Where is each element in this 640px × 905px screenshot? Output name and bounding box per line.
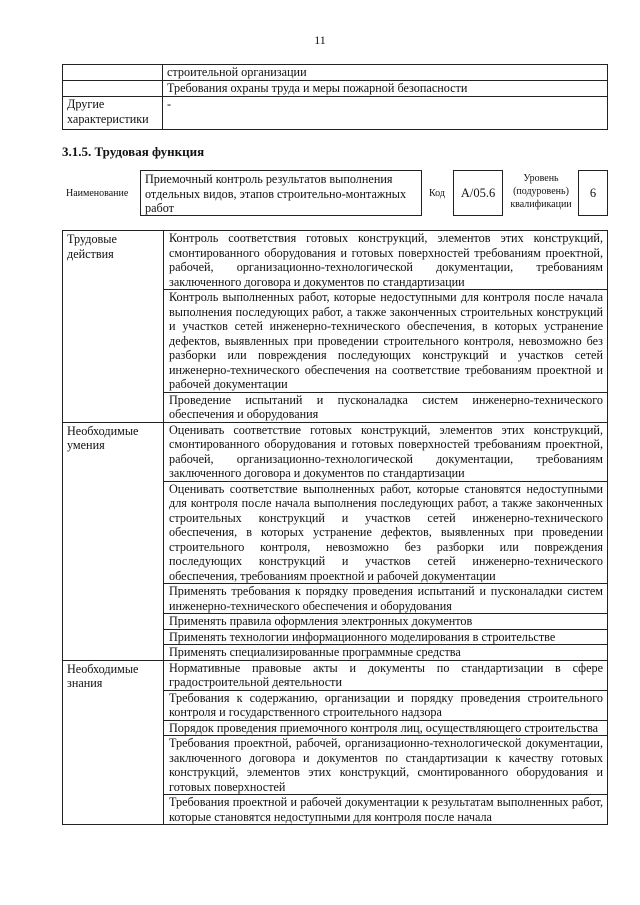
code-label: Код [429, 188, 445, 199]
table-cell: Проведение испытаний и пусконаладка систем инженерно-технического обеспечения и оборудования [164, 392, 608, 422]
table-cell: Нормативные правовые акты и документы по стандартизации в сфере градостроительной деятельности [164, 660, 608, 690]
section-title: 3.1.5. Трудовая функция [62, 144, 205, 159]
table-cell: Применять специализированные программные средства [164, 645, 608, 661]
level-value: 6 [578, 170, 608, 216]
table-row [63, 660, 608, 690]
top-table [62, 64, 608, 130]
table-row [63, 81, 608, 97]
competency-table [62, 230, 608, 825]
table-cell: Требования к содержанию, организации и порядку проведения строительного контроля и государственного строительного надзора [164, 690, 608, 720]
table-row [63, 231, 608, 290]
category-knowledge: Необходимые знания [63, 660, 164, 825]
table-row [63, 97, 608, 130]
table-cell: Применять технологии информационного моделирования в строительстве [164, 629, 608, 645]
top-table-text: строительной организации [163, 65, 608, 81]
table-cell: Оценивать соответствие готовых конструкций, элементов этих конструкций, смонтированного оборудования и готовых поверхностей требованиям проектной, рабочей, организационно-технологической документации, требованиям заключенного договора и документов по стандартизации [164, 422, 608, 481]
name-label: Наименование [66, 188, 129, 199]
top-table-label [63, 65, 163, 81]
top-table-label: Другие характеристики [63, 97, 163, 130]
category-skills: Необходимые умения [63, 422, 164, 660]
table-cell: Требования проектной и рабочей документации к результатам выполненных работ, которые становятся недоступными для контроля после начала [164, 795, 608, 825]
page-number: 11 [314, 33, 326, 47]
table-cell: Применять правила оформления электронных документов [164, 614, 608, 630]
table-row [63, 65, 608, 81]
table-cell: Оценивать соответствие выполненных работ, которые становятся недоступными для контроля после начала выполнения последующих работ, а также законченных строительных конструкций и участков сетей инженерно-технического обеспечения, в которых устранение дефектов, выявленных при проведении строительного контроля, невозможно без разборки или повреждения последующих конструкций и участков сетей инженерно-технического обеспечения, требованиям проектной и рабочей документации [164, 481, 608, 584]
table-cell: Применять требования к порядку проведения испытаний и пусконаладки систем инженерно-технического обеспечения и оборудования [164, 584, 608, 614]
table-cell: Требования проектной, рабочей, организационно-технологической документации, заключенного договора и документов по стандартизации к качеству готовых конструкций, элементов этих конструкций, смонтированного оборудования и готовых поверхностей [164, 736, 608, 795]
level-label: Уровень (подуровень) квалификации [510, 173, 572, 210]
top-table-text: Требования охраны труда и меры пожарной безопасности [163, 81, 608, 97]
top-table-text: - [163, 97, 608, 130]
table-cell: Контроль соответствия готовых конструкций, элементов этих конструкций, смонтированного оборудования и готовых поверхностей требованиям проектной, рабочей, организационно-технологической документации, требованиям заключенного договора и документов по стандартизации [164, 231, 608, 290]
category-actions: Трудовые действия [63, 231, 164, 423]
function-name: Приемочный контроль результатов выполнения отдельных видов, этапов строительно-монтажных работ [140, 170, 422, 216]
top-table-label [63, 81, 163, 97]
table-cell: Порядок проведения приемочного контроля лиц, осуществляющего строительства [164, 720, 608, 736]
table-row [63, 422, 608, 481]
table-cell: Контроль выполненных работ, которые недоступными для контроля после начала выполнения последующих работ, а также законченных строительных конструкций и участков сетей инженерно-технического обеспечения, в которых устранение дефектов, выявленных при проведении строительного контроля, невозможно без разборки или повреждения последующих конструкций и участков сетей инженерно-технического обеспечения на соответствие требованиям проектной и рабочей документации [164, 290, 608, 393]
code-value: A/05.6 [453, 170, 503, 216]
